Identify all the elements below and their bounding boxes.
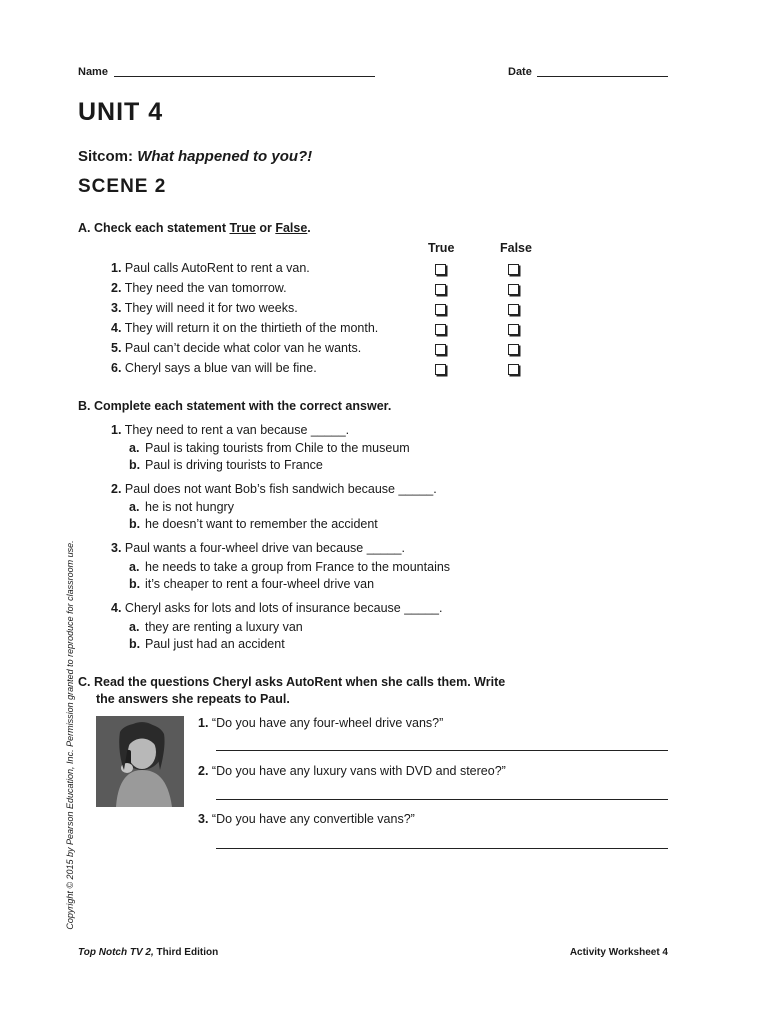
date-label: Date (508, 66, 532, 78)
name-field[interactable] (114, 76, 375, 77)
statement-5: 5. Paul can’t decide what color van he wants. (111, 341, 362, 355)
completion-1: 1. They need to rent a van because _____. (111, 423, 350, 437)
section-a-heading: A. Check each statement True or False. (78, 221, 311, 235)
completion-3-option-a[interactable]: a. he needs to take a group from France to the mountains (129, 560, 451, 574)
true-checkbox-1[interactable] (435, 264, 446, 275)
footer-book-title: Top Notch TV 2, Third Edition (78, 947, 219, 958)
section-b-letter: B. (78, 399, 91, 413)
answer-line-2[interactable] (216, 799, 668, 800)
completion-2: 2. Paul does not want Bob’s fish sandwich because _____. (111, 482, 437, 496)
footer-worksheet-label: Activity Worksheet 4 (569, 947, 668, 958)
true-checkbox-5[interactable] (435, 344, 446, 355)
question-3: 3. “Do you have any convertible vans?” (198, 812, 415, 826)
completion-1-option-b[interactable]: b. Paul is driving tourists to France (129, 458, 323, 472)
answer-line-1[interactable] (216, 750, 668, 751)
copyright-note: Copyright © 2015 by Pearson Education, Inc. Permission granted to reproduce for classroom use. (65, 540, 75, 930)
completion-3: 3. Paul wants a four-wheel drive van because _____. (111, 541, 405, 555)
false-checkbox-1[interactable] (508, 264, 519, 275)
completion-3-option-b[interactable]: b. it’s cheaper to rent a four-wheel drive van (129, 577, 375, 591)
completion-4: 4. Cheryl asks for lots and lots of insurance because _____. (111, 601, 443, 615)
scene-title: SCENE 2 (78, 176, 167, 197)
statement-1: 1. Paul calls AutoRent to rent a van. (111, 261, 310, 275)
true-checkbox-4[interactable] (435, 324, 446, 335)
statement-6: 6. Cheryl says a blue van will be fine. (111, 361, 317, 375)
completion-4-option-a[interactable]: a. they are renting a luxury van (129, 620, 303, 634)
answer-line-3[interactable] (216, 848, 668, 849)
false-column-header: False (500, 241, 532, 255)
completion-1-option-a[interactable]: a. Paul is taking tourists from Chile to the museum (129, 441, 410, 455)
sitcom-label: Sitcom: (78, 148, 134, 165)
true-column-header: True (428, 241, 455, 255)
false-checkbox-4[interactable] (508, 324, 519, 335)
statement-4: 4. They will return it on the thirtieth of the month. (111, 321, 379, 335)
true-checkbox-2[interactable] (435, 284, 446, 295)
true-checkbox-6[interactable] (435, 364, 446, 375)
false-checkbox-6[interactable] (508, 364, 519, 375)
cheryl-phone-photo (96, 716, 184, 807)
unit-title: UNIT 4 (78, 98, 164, 126)
statement-2: 2. They need the van tomorrow. (111, 281, 287, 295)
true-checkbox-3[interactable] (435, 304, 446, 315)
false-checkbox-2[interactable] (508, 284, 519, 295)
date-field[interactable] (537, 76, 668, 77)
woman-on-phone-image (96, 716, 184, 807)
question-1: 1. “Do you have any four-wheel drive vans?” (198, 716, 444, 730)
section-b-heading: B. Complete each statement with the correct answer. (78, 399, 392, 413)
sitcom-title (78, 148, 312, 165)
false-checkbox-3[interactable] (508, 304, 519, 315)
false-checkbox-5[interactable] (508, 344, 519, 355)
sitcom-episode: What happened to you?! (137, 148, 313, 165)
section-a-letter: A. (78, 221, 91, 235)
statement-3: 3. They will need it for two weeks. (111, 301, 298, 315)
completion-4-option-b[interactable]: b. Paul just had an accident (129, 637, 285, 651)
section-c-heading: C. Read the questions Cheryl asks AutoRent when she calls them. Write the answers she repeats to Paul. (78, 675, 506, 706)
section-c-letter: C. (78, 675, 91, 689)
name-label: Name (78, 66, 108, 78)
completion-2-option-b[interactable]: b. he doesn’t want to remember the accident (129, 517, 378, 531)
question-2: 2. “Do you have any luxury vans with DVD and stereo?” (198, 764, 506, 778)
completion-2-option-a[interactable]: a. he is not hungry (129, 500, 234, 514)
